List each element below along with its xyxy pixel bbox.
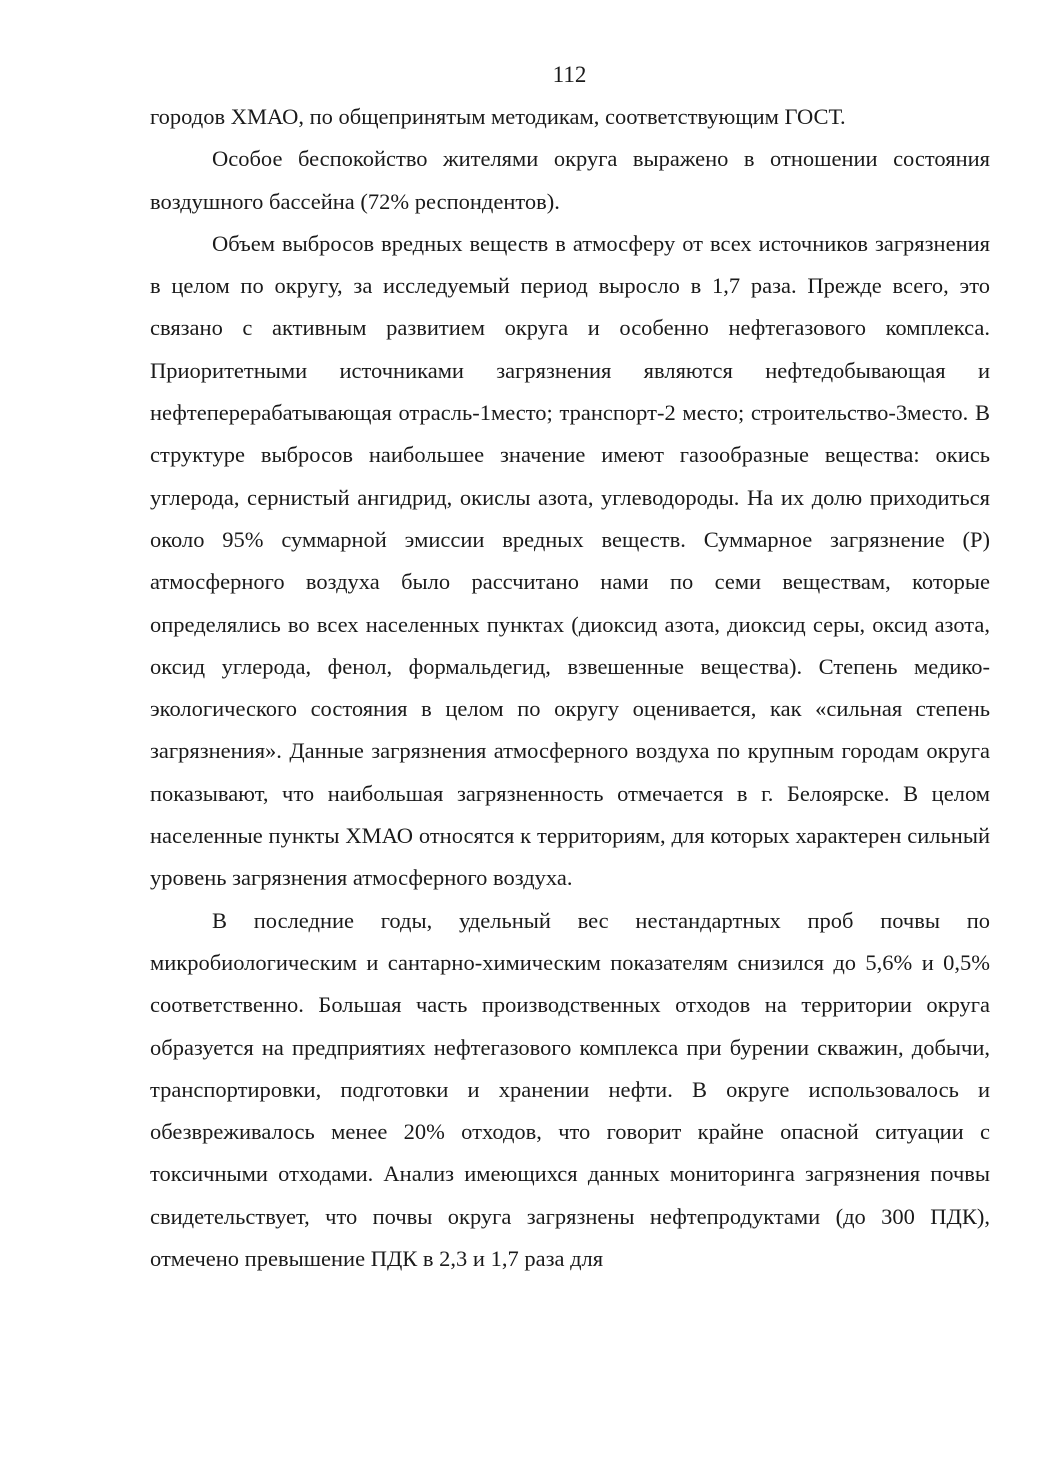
paragraph-residents-concern: Особое беспокойство жителями округа выражено в отношении состояния воздушного бассейна (72% респондентов). — [150, 146, 990, 214]
body-text — [150, 96, 990, 1280]
paragraph-air-emissions: Объем выбросов вредных веществ в атмосферу от всех источников загрязнения в целом по округу, за исследуемый период выросло в 1,7 раза. Прежде всего, это связано с активным развитием округа и особенно нефтегазового комплекса. Приоритетными источниками загрязнения являются нефтедобывающая и нефтеперерабатывающая отрасль-1место; транспорт-2 место; строительство-3место. В структуре выбросов наибольшее значение имеют газообразные вещества: окись углерода, сернистый ангидрид, окислы азота, углеводороды. На их долю приходиться около 95% суммарной эмиссии вредных веществ. Суммарное загрязнение (Р) атмосферного воздуха было рассчитано нами по семи веществам, которые определялись во всех населенных пунктах (диоксид азота, диоксид серы, оксид азота, оксид углерода, фенол, формальдегид, взвешенные вещества). Степень медико-экологического состояния в целом по округу оценивается, как «сильная степень загрязнения». Данные загрязнения атмосферного воздуха по крупным городам округа показывают, что наибольшая загрязненность отмечается в г. Белоярске. В целом населенные пункты ХМАО относятся к территориям, для которых характерен сильный уровень загрязнения атмосферного воздуха. — [150, 230, 990, 891]
paragraph-continued: городов ХМАО, по общепринятым методикам, соответствующим ГОСТ. — [150, 104, 846, 129]
paragraph-soil-pollution: В последние годы, удельный вес нестандартных проб почвы по микробиологическим и сантарно-химическим показателям снизился до 5,6% и 0,5% соответственно. Большая часть производственных отходов на территории округа образуется на предприятиях нефтегазового комплекса при бурении скважин, добычи, транспортировки, подготовки и хранении нефти. В округе использовалось и обезвреживалось менее 20% отходов, что говорит крайне опасной ситуации с токсичными отходами. Анализ имеющихся данных мониторинга загрязнения почвы свидетельствует, что почвы округа загрязнены нефтепродуктами (до 300 ПДК), отмечено превышение ПДК в 2,3 и 1,7 раза для — [150, 907, 990, 1272]
page-number: 112 — [552, 62, 587, 87]
